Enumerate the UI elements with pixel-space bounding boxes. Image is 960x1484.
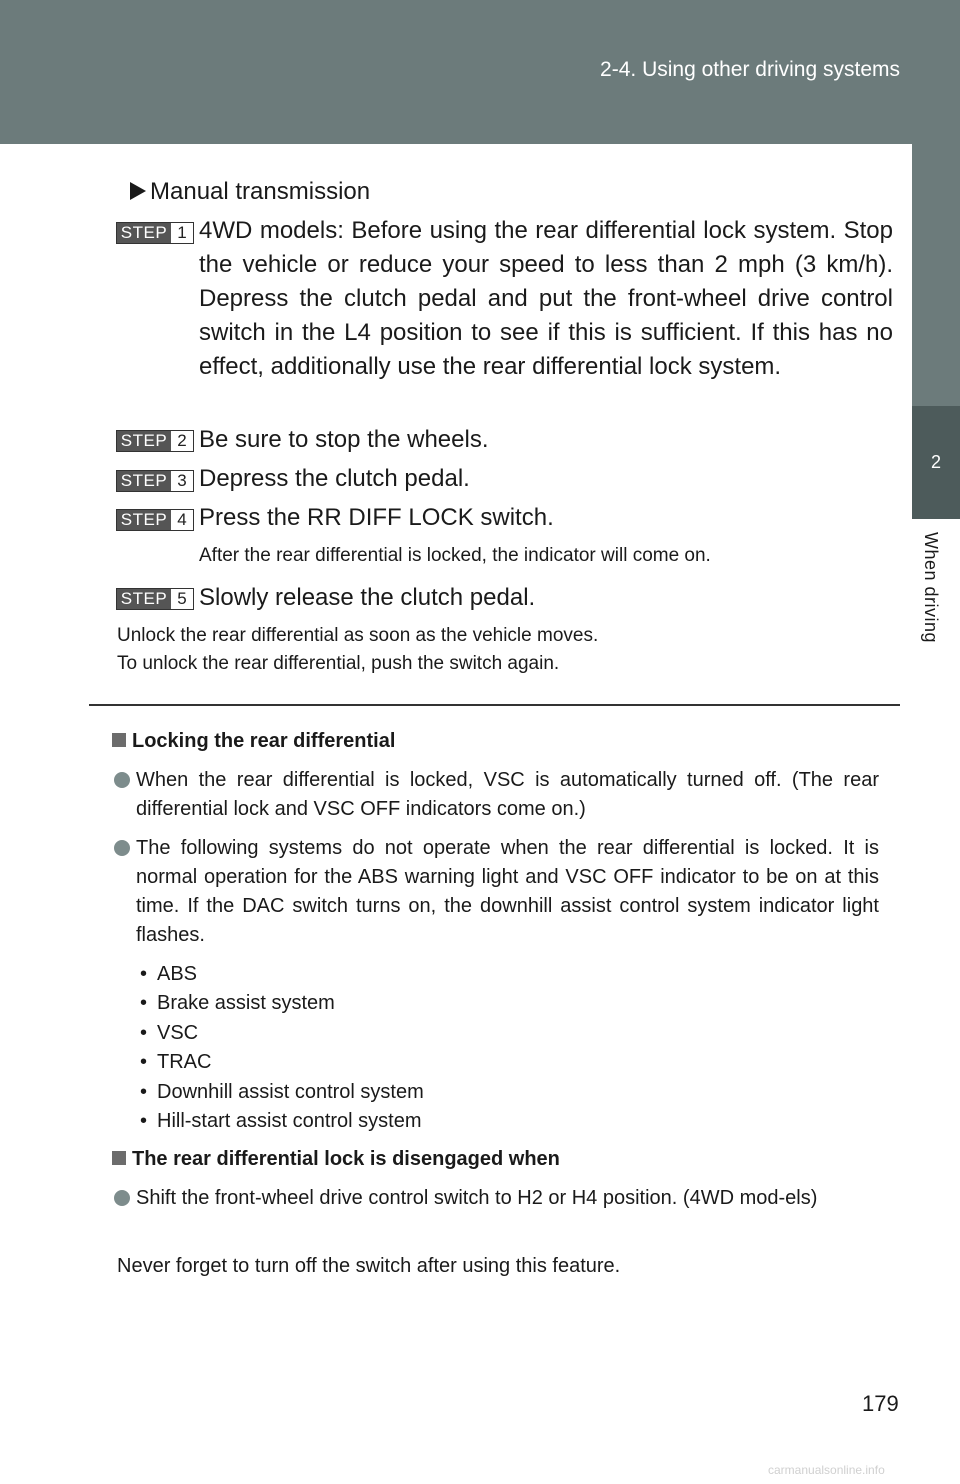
- chapter-tab-number: 2: [912, 406, 960, 519]
- step-3-text: Depress the clutch pedal.: [199, 465, 470, 492]
- step-1-text: 4WD models: Before using the rear differential lock system. Stop the vehicle or reduce your speed to less than 2 mph (3 km/h). Depress the clutch pedal and put the front-wheel drive control switch in the L4 position to see if this is sufficient. If this has no effect, additionally use the rear differential lock system.: [199, 217, 893, 380]
- list-item: • VSC: [140, 1019, 424, 1048]
- circle-bullet-icon: [114, 840, 130, 856]
- circle-bullet-icon: [114, 1190, 130, 1206]
- page-number: 179: [862, 1391, 899, 1416]
- list-item: Shift the front-wheel drive control switch to H2 or H4 position. (4WD mod-els): [114, 1184, 879, 1213]
- step-badge-4: STEP 4: [116, 509, 194, 531]
- page-header: [0, 0, 960, 144]
- circle-bullet-icon: [114, 772, 130, 788]
- list-item: When the rear differential is locked, VSC is automatically turned off. (The rear differential lock and VSC OFF indicators come on.): [114, 766, 879, 824]
- list-item: • Hill-start assist control system: [140, 1107, 424, 1136]
- note-heading-disengaged: The rear differential lock is disengaged when: [112, 1148, 560, 1171]
- step-badge-3: STEP 3: [116, 470, 194, 492]
- list-item: • TRAC: [140, 1048, 424, 1077]
- affected-systems-list: [140, 960, 424, 1136]
- note-heading-locking: Locking the rear differential: [112, 730, 395, 753]
- square-bullet-icon: [112, 1151, 126, 1165]
- step-2-text: Be sure to stop the wheels.: [199, 426, 489, 453]
- side-bar: [912, 144, 960, 406]
- step-5-text: Slowly release the clutch pedal.: [199, 584, 536, 611]
- after-steps-line-2: To unlock the rear differential, push the switch again.: [117, 653, 560, 674]
- triangle-right-icon: [130, 182, 146, 200]
- divider: [89, 704, 900, 706]
- note-footer: Never forget to turn off the switch after using this feature.: [117, 1255, 621, 1277]
- step-4-note: After the rear differential is locked, the indicator will come on.: [199, 545, 711, 566]
- list-item: • Brake assist system: [140, 989, 424, 1018]
- chapter-tab-label: When driving: [921, 532, 941, 644]
- list-item: • Downhill assist control system: [140, 1078, 424, 1107]
- step-badge-2: STEP 2: [116, 430, 194, 452]
- list-item: • ABS: [140, 960, 424, 989]
- section-title: 2-4. Using other driving systems: [600, 58, 900, 81]
- square-bullet-icon: [112, 733, 126, 747]
- step-badge-5: STEP 5: [116, 588, 194, 610]
- after-steps-line-1: Unlock the rear differential as soon as the vehicle moves.: [117, 625, 599, 646]
- section-heading: Manual transmission: [130, 178, 370, 206]
- step-badge-1: STEP 1: [116, 222, 194, 244]
- list-item: The following systems do not operate when the rear differential is locked. It is normal operation for the ABS warning light and VSC OFF indicator to be on at this time. If the DAC switch turns on, the downhill assist control system indicator light flashes.: [114, 834, 879, 950]
- step-4-text: Press the RR DIFF LOCK switch.: [199, 504, 554, 531]
- watermark: carmanualsonline.info: [768, 1463, 885, 1477]
